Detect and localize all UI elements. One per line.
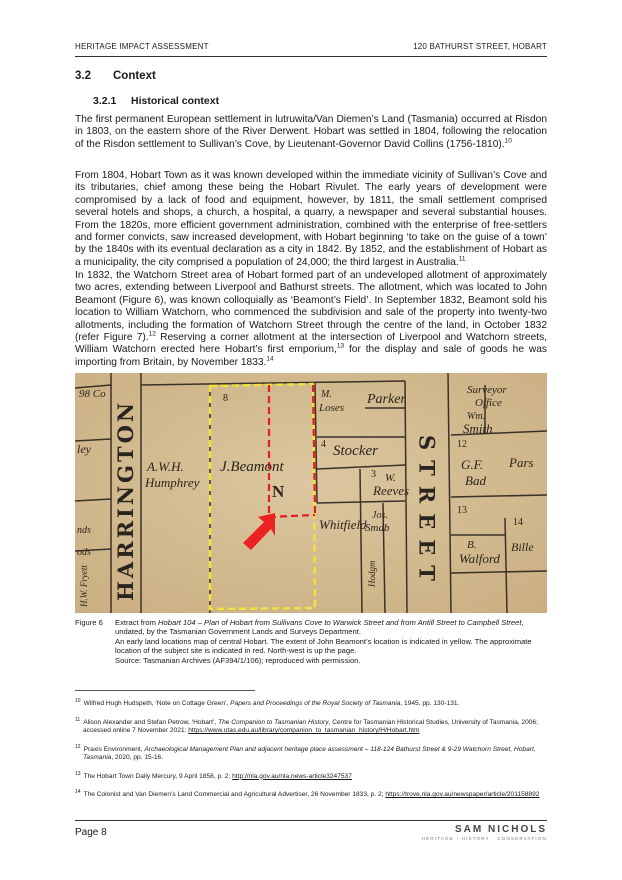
section-number: 3.2 (75, 70, 91, 82)
running-header (75, 42, 547, 56)
footnote-12: $^{12}$ Praxis Environment, Archaeological Management Plan and adjacent heritage place assessment – 118-124 Bathurst Street & 9-29 Watchorn Street, Hobart, Tasmania, 2020, pp. 15-16. (75, 743, 536, 762)
footer-rule (75, 820, 547, 821)
footnote-ref: 14 (266, 355, 274, 363)
map-label: Jos. (372, 510, 388, 521)
header-left: HERITAGE IMPACT ASSESSMENT (75, 42, 209, 51)
page-number: Page 8 (75, 827, 107, 838)
map-label: 12 (457, 439, 467, 450)
footnote-13-link[interactable]: http://nla.gov.au/nla.news-article3247537 (232, 772, 352, 780)
caption-text (115, 618, 547, 665)
map-label: Loses (319, 402, 345, 414)
map-label: G.F. (461, 457, 484, 472)
map-label: Bille (511, 540, 534, 554)
footnote-11-link[interactable]: https://www.utas.edu.au/library/companion_to_tasmanian_history/H/Hobart.htm (188, 727, 420, 735)
logo-name: SAM NICHOLS (455, 824, 547, 835)
map-label: J.Beamont (220, 459, 284, 475)
map-label: Office (475, 397, 502, 409)
historic-map-svg (75, 373, 547, 613)
map-label: Humphrey (145, 475, 200, 490)
header-rule (75, 56, 547, 57)
map-label: A.W.H. (147, 459, 184, 474)
caption-source: Source: Tasmanian Archives (AF394/1/106); reproduced with permission. (115, 655, 361, 665)
paragraph-3: In 1832, the Watchorn Street area of Hobart formed part of an undeveloped allotment of approximately two acres, extending between Liverpool and Bathurst streets. The allotment, which was located to John Beamont (Figure 6), was known colloquially as ‘Beamont’s Field’. In September 1832, Beamont sold his location to William Watchorn, who commenced the subdivision and sale of the property into twenty-two allotments, including the formation of Watchorn Street through the centre of the land, in October 1832 (refer Figure 7).$^{12}$ Reserving a corner allotment at the intersection of Liverpool and Watchorn streets, William Watchorn erected here Hobart’s first emporium,$^{13}$ for the display and sale of goods he was importing from Britain, by November 1833.14 (75, 270, 548, 368)
map-label: Stocker (333, 443, 378, 459)
map-label: 98 Co (79, 388, 106, 400)
map-label: 4 (321, 439, 326, 450)
map-label: Smith (463, 421, 493, 436)
map-label: N (272, 482, 285, 501)
map-label: Whitfield (319, 517, 367, 532)
footnote-11: $^{11}$ Alison Alexander and Stefan Petrow, ‘Hobart’, The Companion to Tasmanian History, Centre for Tasmanian Historical Studies, University of Tasmania, 2006; accessed online 7 November 2021: https://www.utas.edu.au/library/companion_to_tasmanian_history/H/Hobart.htm (75, 716, 538, 735)
map-label: 14 (513, 517, 523, 528)
footnote-ref: 13 (336, 343, 345, 351)
map-label: 13 (457, 505, 467, 516)
map-label: ods (77, 547, 91, 558)
footnote-ref: 11 (458, 255, 466, 263)
footnote-14-link[interactable]: https://trove.nla.gov.au/newspaper/article/201158892 (385, 791, 540, 799)
map-paper (75, 373, 547, 613)
subsection-title: Historical context (131, 95, 220, 107)
figure-caption (75, 618, 547, 665)
street-label-street: STREET (414, 435, 440, 591)
map-label: Pars (509, 455, 534, 470)
map-label: Smdb (365, 522, 390, 534)
footnotes (75, 697, 547, 807)
company-logo (422, 824, 547, 841)
section-title: Context (113, 70, 156, 82)
map-label: Bad (465, 473, 486, 488)
map-label: Wm. (467, 411, 486, 422)
paragraph-2: From 1804, Hobart Town as it was known developed within the immediate vicinity of Sullivan’s Cove and its tributaries, chief among these being the Hobart Rivulet. The early years of development were compromised by a lack of food and equipment, however, by 1811, the small settlement comprised several hotels and shops, a church, a hospital, a quarry, a newspaper and several substantial houses. From the 1820s, more efficient government administration, combined with the enterprise of free-settlers and former convicts, saw increased development, with Hobart beginning ‘to take on the guise of a town’ by the 1840s with its eventual declaration as a city in 1842. By 1852, and the establishment of Hobart as a municipality, the city comprised a population of 24,000; the third largest in Australia.$^{11}$ (75, 170, 547, 268)
footnote-ref: 10 (504, 137, 512, 145)
map-label: Surveyor (467, 384, 507, 396)
section-heading (75, 70, 156, 82)
caption-line-1: Extract from Hobart 104 – Plan of Hobart from Sullivans Cove to Warwick Street and from Antill Street to Campbell Street, undated, by the Tasmanian Government Lands and Surveys Department. (115, 618, 524, 637)
map-label: Reeves (373, 483, 410, 498)
map-label: Walford (459, 551, 500, 566)
logo-tagline: HERITAGE · HISTORY · CONSERVATION (421, 836, 547, 841)
map-label: M. (321, 389, 332, 400)
subsection-number: 3.2.1 (93, 95, 117, 107)
figure-label: Figure 6 (75, 618, 103, 627)
map-label: Hodgm (367, 560, 377, 587)
footnote-ref: 12 (148, 330, 156, 338)
footnote-13: $^{13}$ The Hobart Town Daily Mercury, 9 April 1858, p. 2; http://nla.gov.au/nla.news-article3247537 (75, 770, 352, 780)
footnote-rule (75, 690, 255, 691)
map-label: nds (77, 525, 91, 536)
historic-map-figure (75, 373, 547, 613)
map-label: Parker (367, 392, 406, 407)
subsection-heading (93, 95, 219, 107)
map-label: B. (467, 539, 477, 551)
caption-map-title: Hobart 104 – Plan of Hobart from Sullivans Cove to Warwick Street and from Antill Street to Campbell Street (158, 618, 522, 627)
header-right: 120 BATHURST STREET, HOBART (413, 42, 547, 51)
footnote-14: $^{14}$ The Colonist and Van Diemen’s Land Commercial and Agricultural Advertiser, 26 November 1833, p. 2; https://trove.nla.gov.au/newspaper/article/201158892 (75, 789, 540, 799)
map-label: 3 (371, 469, 376, 480)
paragraph-1: The first permanent European settlement in lutruwita/Van Diemen’s Land (Tasmania) occurred at Risdon in 1803, on the eastern shore of the River Derwent. Hobart was settled in 1804, following the relocation of the Risdon settlement to Sullivan’s Cove, by Lieutenant-Governor David Collins (1756-1810).$^{10}$ (75, 114, 547, 150)
map-label: W. (385, 472, 396, 484)
map-label: ley (77, 442, 91, 456)
map-label: 8 (223, 393, 228, 404)
caption-line-2: An early land locations map of central Hobart. The extent of John Beamont’s location is indicated in yellow. The approximate location of the subject site is indicated in red. North-west is up the page. (115, 636, 532, 656)
map-label: H.W. Fryett (79, 565, 89, 607)
street-label-harrington: HARRINGTON (113, 399, 138, 601)
footnote-10: $^{10}$ Wilfred Hugh Hudspeth, ‘Note on Cottage Green’, Papers and Proceedings of the Royal Society of Tasmania, 1945, pp. 130-131. (75, 698, 460, 708)
